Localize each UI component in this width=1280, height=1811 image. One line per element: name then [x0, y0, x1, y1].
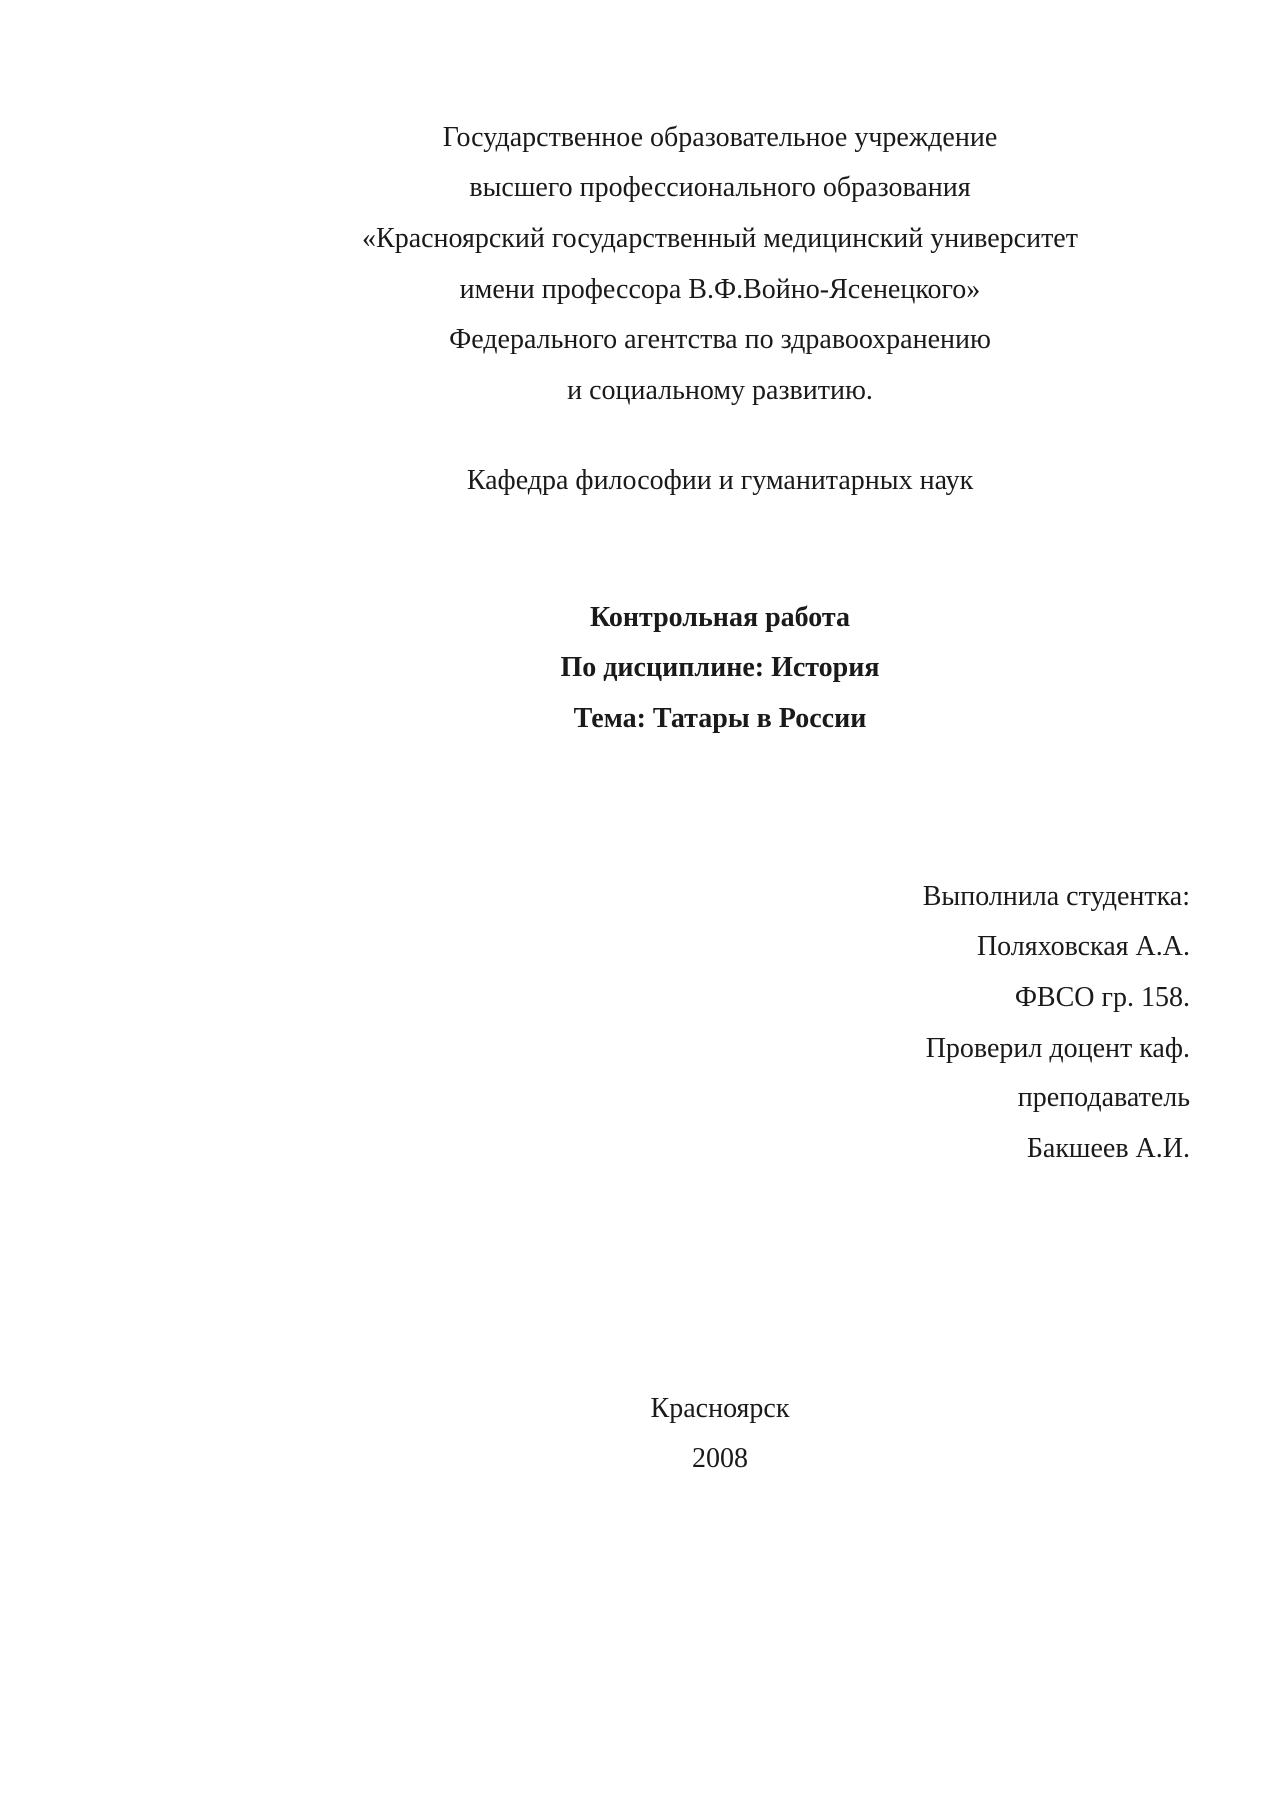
institution-line-6: и социальному развитию. — [567, 375, 873, 406]
institution-line-3: «Красноярский государственный медицинский университет — [362, 223, 1078, 254]
topic-title: Тема: Татары в России — [573, 703, 867, 734]
institution-line-2: высшего профессионального образования — [469, 172, 971, 203]
discipline-title: По дисциплине: История — [560, 652, 880, 683]
credit-line-5: преподаватель — [1017, 1082, 1190, 1113]
credit-line-2: Поляховская А.А. — [976, 931, 1190, 962]
footer-year: 2008 — [692, 1443, 748, 1474]
credit-line-6: Бакшеев А.И. — [1026, 1133, 1190, 1164]
institution-line-1: Государственное образовательное учреждение — [442, 122, 998, 153]
work-type-title: Контрольная работа — [589, 602, 851, 633]
credit-line-4: Проверил доцент каф. — [925, 1033, 1190, 1064]
credit-line-1: Выполнила студентка: — [922, 881, 1190, 912]
credit-line-3: ФВСО гр. 158. — [1014, 982, 1190, 1013]
institution-line-5: Федерального агентства по здравоохранению — [449, 324, 991, 355]
institution-line-4: имени профессора В.Ф.Войно-Ясенецкого» — [459, 274, 981, 305]
footer-city: Красноярск — [650, 1393, 790, 1424]
department-name: Кафедра философии и гуманитарных наук — [466, 465, 974, 496]
